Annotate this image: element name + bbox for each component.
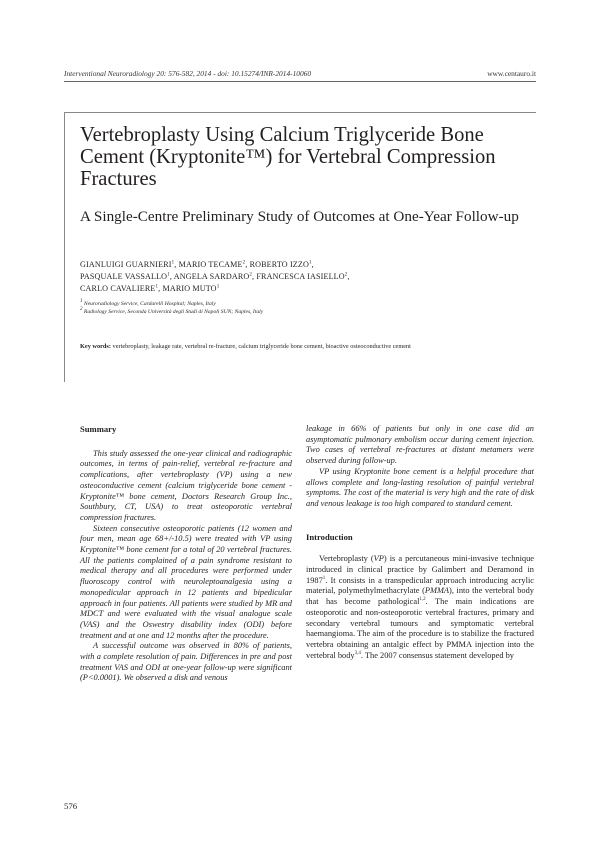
summary-heading: Summary <box>80 424 117 434</box>
right-column <box>306 424 534 661</box>
author-line: CARLO CAVALIERE$^1$, MARIO MUTO$^1$ <box>80 284 220 293</box>
keywords-label: Key words: <box>80 343 111 350</box>
summary-paragraph: A successful outcome was observed in 80% of patients, with a complete resolution of pain. Differences in pre and post treatment VAS and ODI at one-year follow-up were significant (P<0.0001). We observed a disk and venous <box>80 641 292 683</box>
page-number: 576 <box>64 801 78 811</box>
journal-citation: Interventional Neuroradiology 20: 576-582, 2014 - doi: 10.15274/INR-2014-10060 <box>64 69 312 78</box>
header-rule <box>64 81 536 82</box>
summary-paragraph: VP using Kryptonite bone cement is a helpful procedure that allows complete and long-lasting resolution of painful vertebral symptoms. The cost of the material is very high and the rate of disk and venous leakage is too high compared to standard cement. <box>306 466 534 508</box>
summary-paragraph: Sixteen consecutive osteoporotic patients (12 women and four men, mean age 68+/-10.5) were treated with VP using Kryptonite™ bone cement for a total of 20 vertebral fractures. All the patients complained of a pain syndrome resistant to medical therapy and all procedures were performed under fluoroscopy control with neuroleptoanalgesia using a monopedicular approach in 12 patients and bipedicular approach in four patients. All patients were studied by MR and MDCT and were evaluated with the visual analogue scale (VAS) and the Oswestry disability index (ODI) before treatment and at one and 12 months after the procedure. <box>80 523 292 640</box>
affiliation-2: $^2$ Radiology Service, Seconda Università degli Studi di Napoli SUN; Naples, Italy <box>80 307 264 315</box>
article-subtitle: A Single-Centre Preliminary Study of Outcomes at One-Year Follow-up <box>80 208 519 225</box>
author-line: PASQUALE VASSALLO$^1$, ANGELA SARDARO$^2$, FRANCESCA IASIELLO$^2$, <box>80 272 350 281</box>
summary-column <box>80 424 292 684</box>
summary-paragraph-continued: leakage in 66% of patients but only in one case did an asymptomatic pulmonary embolism occur during cement injection. Two cases of vertebral re-fractures at distant metamers were observed during follow-up. <box>306 424 534 466</box>
author-line: GIANLUIGI GUARNIERI$^1$, MARIO TECAME$^2$, ROBERTO IZZO$^1$, <box>80 260 314 269</box>
affiliation-1: $^1$ Neuroradiology Service, Cardarelli Hospital; Naples, Italy <box>80 299 216 307</box>
introduction-paragraph: Vertebroplasty (VP) is a percutaneous mini-invasive technique introduced in clinical practice by Galimbert and Deramond in 1987$^1$. It consists in a transpedicular approach introducing acrylic material, polymethylmethacrylate (PMMA), into the vertebral body that has become pathological$^{1,2}$. The main indications are osteoporotic and non-osteoporotic vertebral fractures, primary and secondary vertebral tumours and symptomatic vertebral haemangioma. The aim of the procedure is to stabilize the fractured vertebra obtaining an antalgic effect by PMMA injection into the vertebral body$^{3,4}$. The 2007 consensus statement developed by <box>306 554 534 660</box>
keywords-text: vertebroplasty, leakage rate, vertebral re-fracture, calcium triglyceride bone cement, bioactive osteoconductive cement <box>112 343 411 350</box>
author-list <box>80 259 530 295</box>
article-title: Vertebroplasty Using Calcium Triglyceride Bone Cement (Kryptonite™) for Vertebral Compression Fractures <box>80 124 496 190</box>
journal-website[interactable]: www.centauro.it <box>487 69 536 78</box>
introduction-heading: Introduction <box>306 531 353 542</box>
keywords <box>80 343 530 352</box>
summary-paragraph: This study assessed the one-year clinical and radiographic outcomes, in terms of pain-relief, vertebral re-fracture and complications, after vertebroplasty (VP) using a new osteoconductive cement (calcium triglyceride bone cement - Kryptonite™ bone cement, Doctors Research Group Inc., Southbury, CT, USA) to treat osteoporotic vertebral compression fractures. <box>80 448 292 522</box>
